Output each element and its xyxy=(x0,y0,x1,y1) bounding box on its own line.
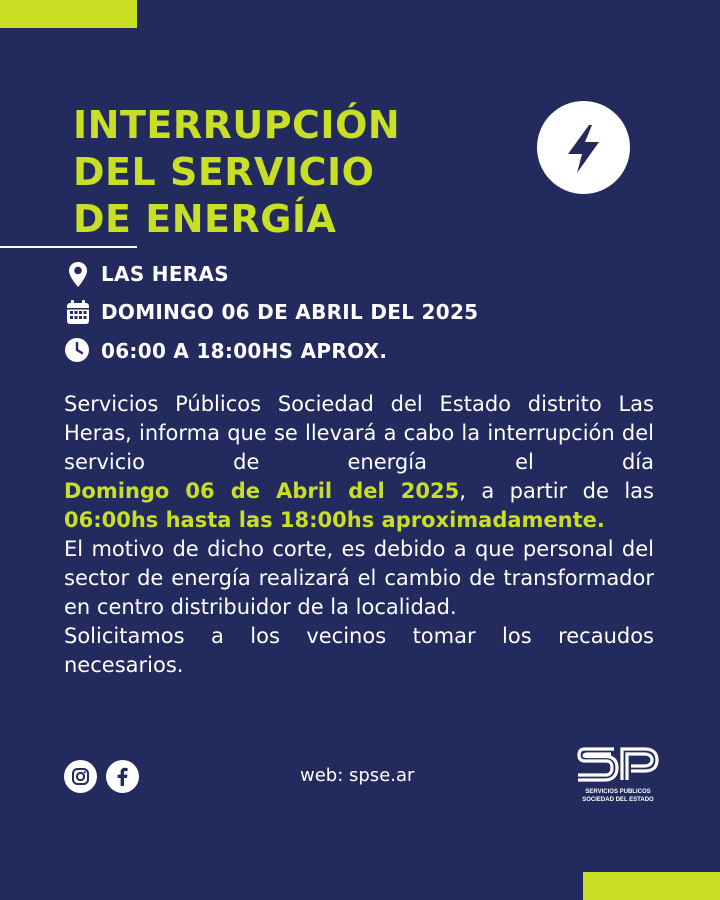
title-line-1: INTERRUPCIÓN xyxy=(73,103,401,147)
time-row xyxy=(64,336,387,366)
bottom-accent-bar xyxy=(583,872,720,900)
title-line-2: DEL SERVICIO xyxy=(73,150,375,194)
website-link[interactable]: web: spse.ar xyxy=(300,765,415,786)
clock-icon xyxy=(64,337,92,365)
body-paragraph-3: Solicitamos a los vecinos tomar los recaudos necesarios. xyxy=(64,624,654,677)
page-title xyxy=(73,102,400,243)
facebook-icon[interactable] xyxy=(106,760,139,793)
body-paragraph-1: Servicios Públicos Sociedad del Estado distrito Las Heras, informa que se llevará a cabo la interrupción del servicio de energía el día Domingo 06 de Abril del 2025, a partir de las 06:00hs hasta las 18:00hs aproximadamente. xyxy=(64,392,654,532)
instagram-icon[interactable] xyxy=(64,760,97,793)
body-paragraph-2: El motivo de dicho corte, es debido a que personal del sector de energía realizará el cambio de transformador en centro distribuidor de la localidad. xyxy=(64,537,654,619)
logo-caption: SERVICIOS PUBLICOS SOCIEDAD DEL ESTADO xyxy=(582,789,654,803)
date-text: DOMINGO 06 DE ABRIL DEL 2025 xyxy=(101,300,479,324)
highlight-time: 06:00hs hasta las 18:00hs aproximadamente. xyxy=(64,508,605,532)
map-pin-icon xyxy=(64,260,92,288)
time-text: 06:00 A 18:00HS APROX. xyxy=(101,339,388,363)
title-line-3: DE ENERGÍA xyxy=(73,197,337,241)
lightning-bolt-icon xyxy=(537,101,630,194)
announcement-body xyxy=(64,390,654,680)
title-divider xyxy=(0,246,137,248)
calendar-icon xyxy=(64,298,92,326)
location-text: LAS HERAS xyxy=(101,262,229,286)
spse-logo xyxy=(575,743,661,807)
date-row xyxy=(64,297,478,327)
location-row xyxy=(64,259,229,289)
top-accent-bar xyxy=(0,0,137,28)
highlight-date: Domingo 06 de Abril del 2025 xyxy=(64,479,460,503)
